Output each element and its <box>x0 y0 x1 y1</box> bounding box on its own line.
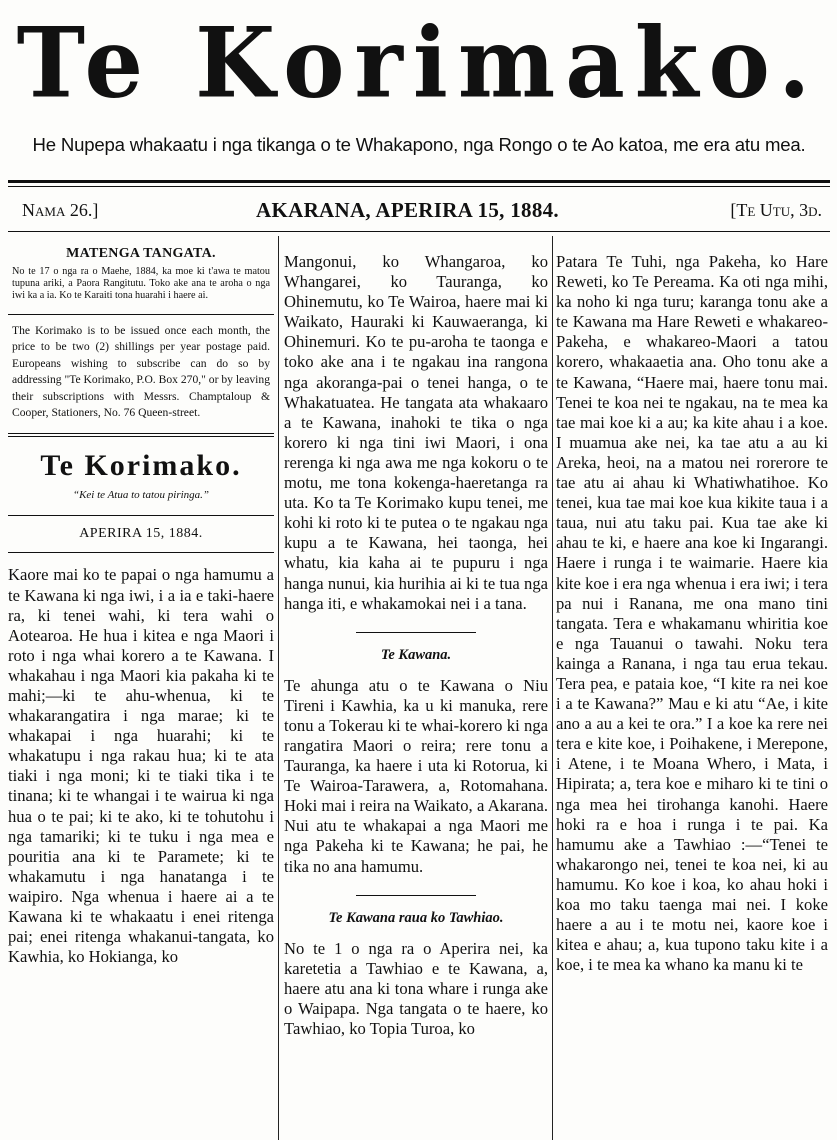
column-1 <box>8 236 274 1140</box>
column-divider <box>552 236 553 1140</box>
death-notice-heading: MATENGA TANGATA. <box>66 246 216 261</box>
section-rule <box>8 552 274 553</box>
paper-date: APERIRA 15, 1884. <box>79 526 203 542</box>
issue-number: Nama 26.] <box>22 200 99 220</box>
lead-article: Kaore mai ko te papai o nga hamumu a te Kawana ki nga iwi, i a ia e taki-haere ra, ki tenei wahi, ki tera wahi o Aotearoa. He hua i kitea e nga Maori i roto i nga whai korero a te Kawana. I whakahau i nga Maori kia pakaha ki te mahi;—ki te ahu-whenua, ki te whakarangatira i nga marae; ki te whakapai i nga huarahi; ki te whakatupu i nga rakau hua; ki te ata tiaki i nga moni; ki te tiaki tika i te tinana; ki te whangai i te wairua ki nga hua o te pai; ki te ako, ki te tohutohu i nga tamariki; ki te tuku i nga mea e pouritia ana ki te Paramete; ki te whakamutu i nga hanatanga i te waipiro. Nga whenua i haere ai a te Kawana ki te whakaatu i enei ritenga pai; enei ritenga whakanui-tangata, ko Kawhia, ko Hokianga, ko <box>8 565 274 967</box>
heading-tawhiao: Te Kawana raua ko Tawhiao. <box>328 909 504 926</box>
death-notice-text: No te 17 o nga ra o Maehe, 1884, ka moe ki t'awa te matou tupuna ariki, a Paora Rangitutu. Toko ake ana te aroha o nga iwi ka a ia. Ko te Karaiti tona huarahi i haere ai. <box>12 266 270 301</box>
article-continued: Mangonui, ko Whangaroa, ko Whangarei, ko Tauranga, ko Ohinemutu, ko Te Wairoa, haere mai ki Waikato, Hauraki ki Kauwaeranga, ki Ohinemuri. Ko te pu-aroha te taonga e toko ake ana i te ngakau ina rangona nga akoranga-pai o tenei hanga, o te Whakatuatea. He tangata ata whakaaro a te Kawana, inahoki te tika o nga korero ki nga tini iwi Maori, i ona rerenga ki nga awa me nga kokoru o te motu, me tona kokenga-haeretanga ra uta. Ko ta Te Korimako kupu tenei, me kohi ki roto ki te putea o te ngakau nga kupu a te Kawana, hei taonga, hei whatu, kia kaha ai te pupuru i nga hanga nunui, kia hurihia ai ki te tua nga hanga iti, e whakamokai nei i a tana. <box>284 252 548 613</box>
heading-kawana: Te Kawana. <box>380 646 452 663</box>
subscription-notice: The Korimako is to be issued once each month, the price to be two (2) shillings per year postage paid. Europeans wishing to subscribe can do so by addressing "Te Korimako, P.O. Box 270," or by leaving their subscriptions with Messrs. Champtaloup & Cooper, Stationers, No. 76 Queen-street. <box>12 324 270 420</box>
masthead-rule-thin <box>8 186 830 187</box>
dateline-rule <box>8 231 830 232</box>
section-rule <box>356 895 476 896</box>
dateline <box>8 196 830 232</box>
tawhiao-article: No te 1 o nga ra o Aperira nei, ka karetetia a Tawhiao e te Kawana, a, haere atu ana ki tona whare i runga ake o Waipapa. Nga tangata o te haere, ko Tawhiao, ko Topia Turoa, ko <box>284 938 548 1038</box>
section-rule <box>8 314 274 315</box>
masthead-subtitle: He Nupepa whakaatu i nga tikanga o te Whakapono, nga Rongo o te Ao katoa, me era atu mea. <box>32 134 806 155</box>
column-divider <box>278 236 279 1140</box>
column-3 <box>556 236 828 1140</box>
section-rule <box>8 515 274 516</box>
masthead-rule <box>8 180 830 183</box>
place-date: AKARANA, APERIRA 15, 1884. <box>256 198 559 222</box>
section-rule <box>356 632 476 633</box>
masthead-title: Te Korimako. <box>16 6 821 120</box>
kawana-article: Te ahunga atu o te Kawana o Niu Tireni i Kawhia, ka u ki manuka, rere tonu a Tokerau ki te whai-korero ki nga rangatira Maori o reira; rere tonu a Tauranga, ka haere i uta ki Rotorua, ki Te Wairoa-Tarawera, a, Rotomahana. Hoki mai i reira na Waikato, a Akarana. Nui atu te whakapai a nga Maori me nga Pakeha ki te Kawana; he pai, he tika no ana hamumu. <box>284 675 548 876</box>
issue-price: [Te Utu, 3d. <box>730 200 822 220</box>
motto: “Kei te Atua to tatou piringa.” <box>72 489 210 502</box>
section-double-rule <box>8 433 274 437</box>
column-2 <box>284 236 548 1140</box>
tawhiao-article-continued: Patara Te Tuhi, nga Pakeha, ko Hare Reweti, ko Te Pereama. Ka oti nga mihi, ka noho ki nga turu; karanga tonu ake a te Kawana ma Hare Reweti e whakareo-Pakeha, e whakareo-Maori a tatou korero, whakaaetia ana. Oho tonu ake a te Kawana, “Haere mai, haere tonu mai. Tenei te koa nei te ngakau, na te mea ka tae mai koe ki a au; ka kite ahau i a koe. I muamua ake nei, ka tae atu a au ki Areka, heoi, na a matou nei rorerore te tae atu ai ahau ki Whatiwhatihoe. Ko tenei, kua tae mai koe kua kikite taua i a taua, nui atu taku pai. Kua tae ake ki ahau te ki, e haere ana koe ki Ingarangi. Haere i runga i te waimarie. Haere kia kite koe i era nga whenua i era iwi; i tera pa nui i Ranana, me ona mano tini tangata. Tera e whakamanu whiritia koe e nga Tauanui o tawahi. Noku tera kainga a Ranana, i nga tau erua tekau. Tera pea, e pataia koe, “I kite ra nei koe i a te Kawana?” Mau e ki atu “Ae, i kite ano a au a kei te ora.” I a koe ka rere nei tera e kite koe, i Poihakene, i Merepone, i Atene, i te Moana Whero, i Mata, i Hipirata; a, tera koe e miharo ki te tini o nga mea hei tirohanga kanohi. Haere hoki ra e hoa i runga i te pai. Ka hamumu ake a Tawhiao :—“Tenei te whakarongo nei, tenei te koa nei, ki au hamumu. Ko koe i koa, ko ahau hoki i koa mo taku taenga mai nei. I koke haere a au i te motu nei, kaore koe i kitea e ahau; a, kua tupono taku kite i a koe, i te mea ka whano ka manu ki te <box>556 252 828 975</box>
mini-masthead: Te Korimako. <box>40 449 242 483</box>
